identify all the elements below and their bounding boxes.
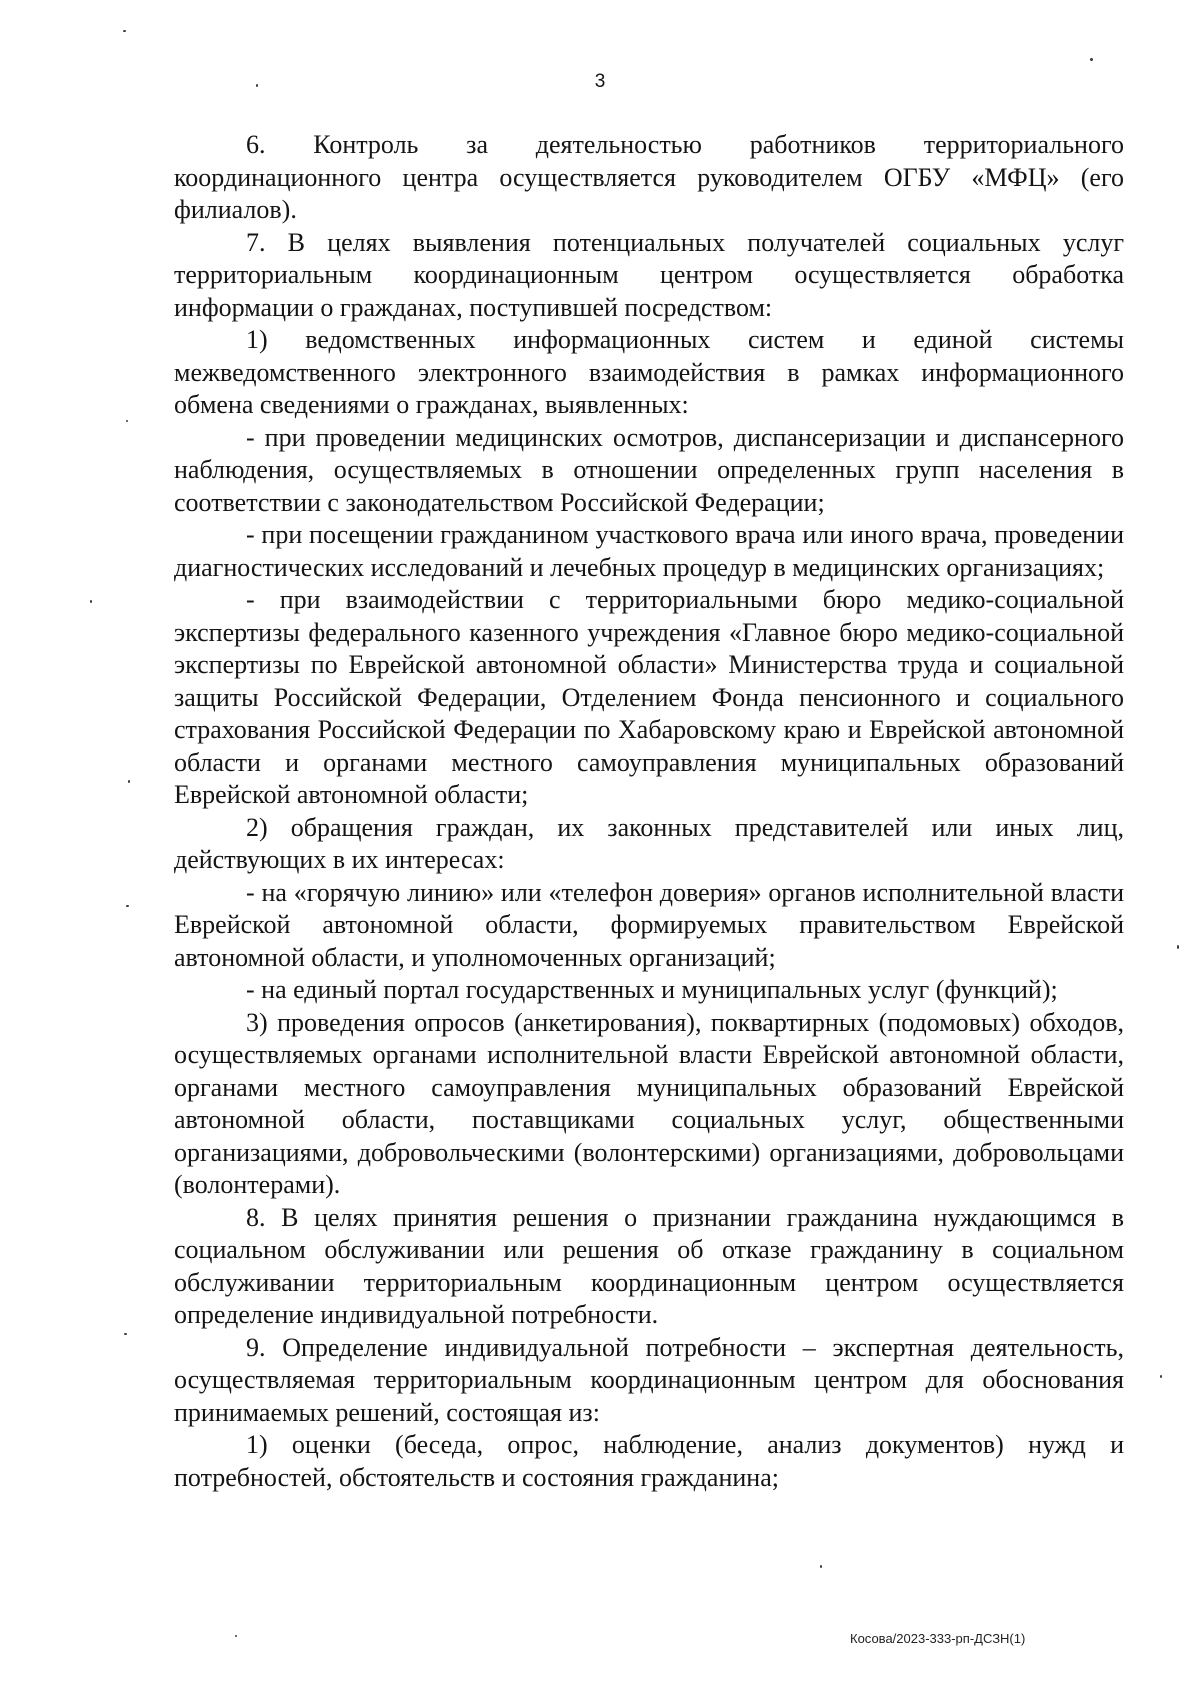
paragraph-9: 9. Определение индивидуальной потребности – экспертная деятельность, осуществляемая территориальным координационным центром для обоснования принимаемых решений, состоящая из: [174,1332,1124,1427]
paragraph-7-item-2-dash-2: - на единый портал государственных и муниципальных услуг (функций); [246,975,1058,1004]
scan-speck [123,30,126,32]
paragraph-7-item-2-dash-1: - на «горячую линию» или «телефон доверия» органов исполнительной власти Еврейской автономной области, формируемых правительством Еврейской автономной области, и уполномоченных организаций; [174,877,1124,972]
scan-speck [820,1565,822,1568]
document-body [174,129,1124,1494]
paragraph-9-item-1: 1) оценки (беседа, опрос, наблюдение, анализ документов) нужд и потребностей, обстоятельств и состояния гражданина; [174,1430,1124,1492]
scan-speck [128,780,130,783]
paragraph-7-item-2: 2) обращения граждан, их законных представителей или иных лиц, действующих в их интересах: [174,812,1124,874]
scan-speck [124,1333,127,1335]
scan-speck [126,905,129,907]
paragraph-7-item-1: 1) ведомственных информационных систем и единой системы межведомственного электронного взаимодействия в рамках информационного обмена сведениями о гражданах, выявленных: [174,325,1124,419]
paragraph-7: 7. В целях выявления потенциальных получателей социальных услуг территориальным координационным центром осуществляется обработка информации о гражданах, поступившей посредством: [174,227,1124,322]
page-number: 3 [594,71,606,92]
paragraph-6: 6. Контроль за деятельностью работников территориального координационного центра осуществляется руководителем ОГБУ «МФЦ» (его филиалов). [174,130,1124,224]
scan-speck [256,84,258,87]
scan-speck [1177,945,1179,949]
paragraph-7-item-1-dash-1: - при проведении медицинских осмотров, диспансеризации и диспансерного наблюдения, осуществляемых в отношении определенных групп населения в соответствии с законодательством Российской Федерации; [174,422,1124,517]
scan-speck [1160,1375,1162,1378]
scan-speck [126,420,128,422]
document-footer-code: Косова/2023-333-рп-ДСЗН(1) [850,1631,1026,1646]
paragraph-7-item-3: 3) проведения опросов (анкетирования), поквартирных (подомовых) обходов, осуществляемых органами исполнительной власти Еврейской автономной области, органами местного самоуправления муниципальных образований Еврейской автономной области, поставщиками социальных услуг, общественными организациями, добровольческими (волонтерскими) организациями, добровольцами (волонтерами). [174,1007,1124,1199]
paragraph-8: 8. В целях принятия решения о признании гражданина нуждающимся в социальном обслуживании или решения об отказе гражданину в социальном обслуживании территориальным координационным центром осуществляется определение индивидуальной потребности. [174,1202,1124,1329]
scan-speck [1090,58,1093,61]
scan-speck [235,1635,237,1637]
paragraph-7-item-1-dash-2: - при посещении гражданином участкового врача или иного врача, проведении диагностических исследований и лечебных процедур в медицинских организациях; [174,520,1124,582]
paragraph-7-item-1-dash-3: - при взаимодействии с территориальными бюро медико-социальной экспертизы федерального казенного учреждения «Главное бюро медико-социальной экспертизы по Еврейской автономной области» Министерства труда и социальной защиты Российской Федерации, Отделением Фонда пенсионного и социального страхования Российской Федерации по Хабаровскому краю и Еврейской автономной области и органами местного самоуправления муниципальных образований Еврейской автономной области; [174,585,1124,809]
scan-speck [90,600,92,603]
